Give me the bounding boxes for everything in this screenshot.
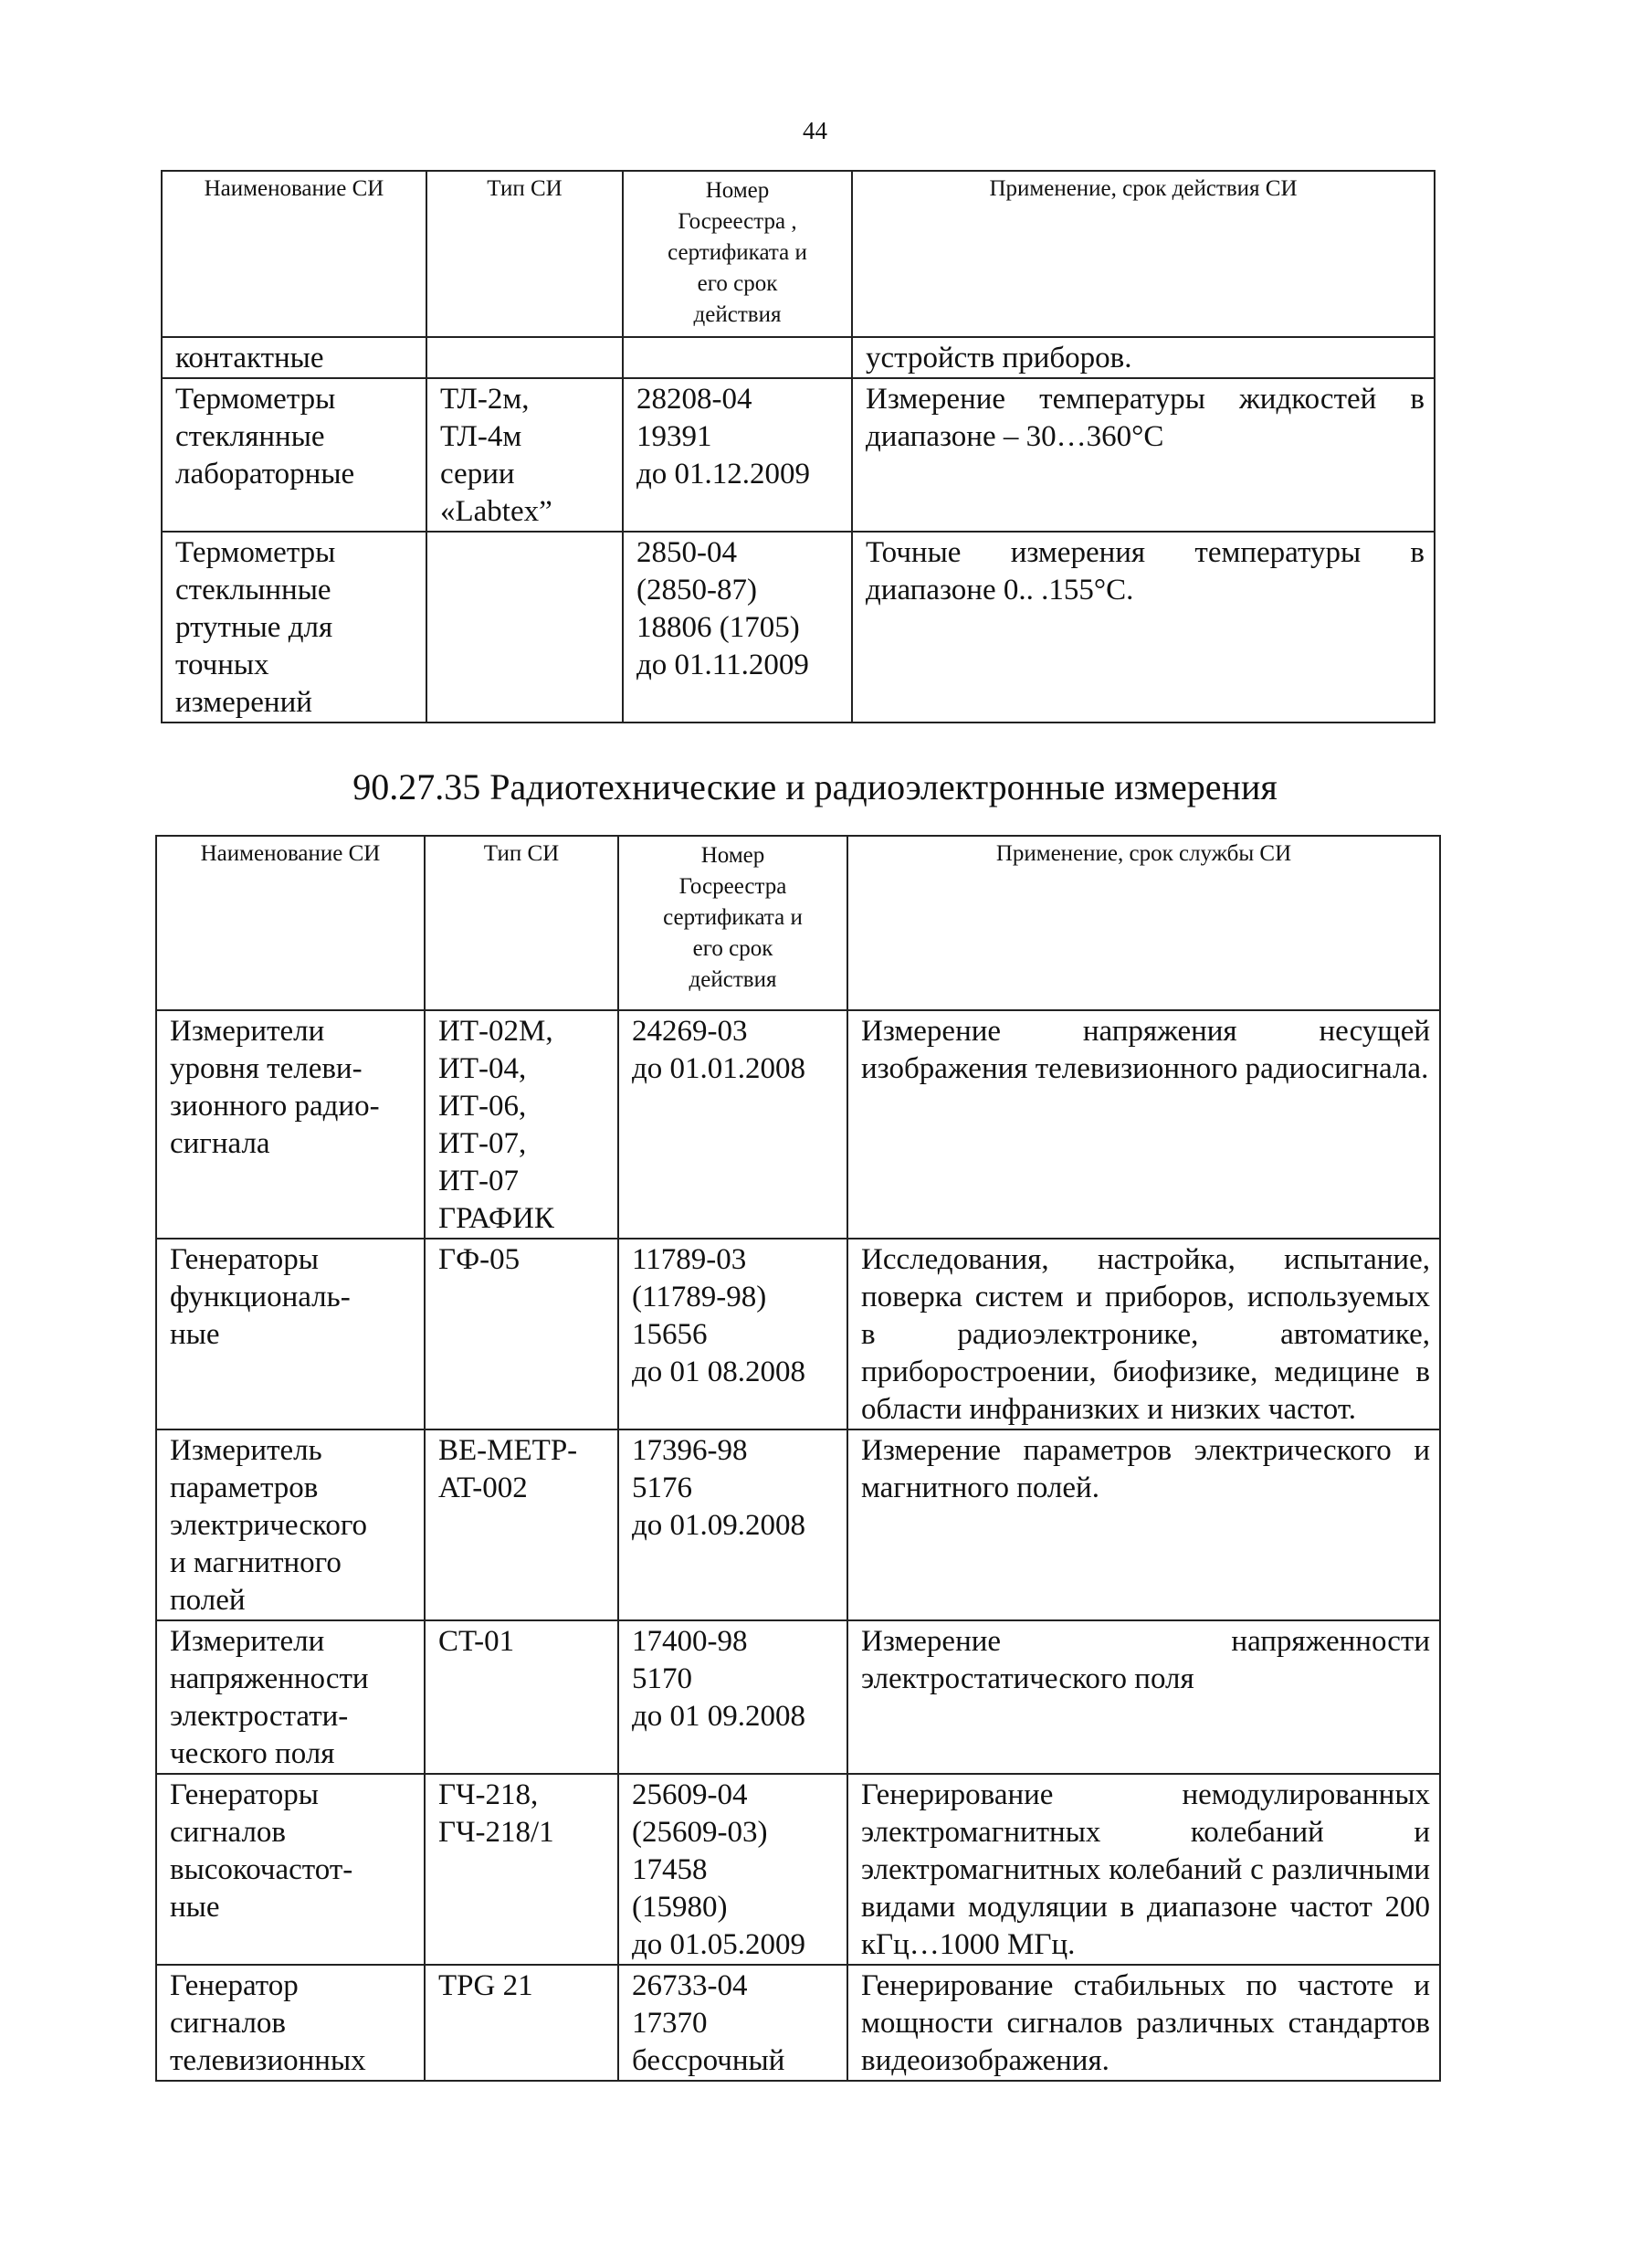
cell-line: ГФ-05 [438, 1243, 521, 1276]
instrument-type-cell [426, 337, 623, 378]
cell-line: ТЛ-2м, [440, 383, 530, 416]
cell-line: BE-METP- [438, 1434, 578, 1467]
cell-line: напряженности [170, 1662, 369, 1695]
cell-line: 25609-04 [632, 1778, 748, 1811]
cell-line: 19391 [636, 420, 712, 453]
instrument-type-cell [425, 1620, 618, 1774]
cell-line: 24269-03 [632, 1015, 748, 1048]
cell-line: ИТ-07, [438, 1127, 527, 1160]
cell-line: сигналов [170, 1816, 286, 1849]
instrument-type-cell [425, 1239, 618, 1429]
cell-line: ные [170, 1318, 220, 1351]
registry-number-cell [618, 1965, 847, 2081]
cell-line: ческого поля [170, 1737, 335, 1770]
registry-number-cell [618, 1620, 847, 1774]
cell-line: уровня телеви- [170, 1052, 363, 1085]
cell-line: ИТ-04, [438, 1052, 527, 1085]
cell-line: CT-01 [438, 1625, 515, 1658]
table-header-row [162, 171, 1435, 337]
table-row [162, 378, 1435, 532]
registry-number-cell [618, 1239, 847, 1429]
instrument-type-cell [426, 532, 623, 723]
instrument-type-cell [425, 1774, 618, 1965]
cell-line: ртутные для [175, 611, 333, 644]
instrument-name-cell [156, 1774, 425, 1965]
cell-line: 11789-03 [632, 1243, 747, 1276]
table-row [156, 1620, 1440, 1774]
cell-line: Измеритель [170, 1434, 322, 1467]
table-row [156, 1429, 1440, 1620]
cell-line: высокочастот- [170, 1853, 353, 1886]
table-row [162, 337, 1435, 378]
cell-line: зионного радио- [170, 1090, 380, 1123]
instrument-name-cell [162, 532, 426, 723]
cell-line: 5170 [632, 1662, 692, 1695]
cell-line: Генераторы [170, 1778, 319, 1811]
cell-line: ГЧ-218/1 [438, 1816, 554, 1849]
cell-line: 17400-98 [632, 1625, 748, 1658]
cell-line: электрического [170, 1509, 368, 1542]
cell-line: функциональ- [170, 1281, 351, 1313]
application-cell: устройств приборов. [852, 337, 1435, 378]
instrument-type-cell [425, 1429, 618, 1620]
cell-line: Измерители [170, 1625, 325, 1658]
cell-line: до 01.01.2008 [632, 1052, 806, 1085]
cell-line: (25609-03) [632, 1816, 768, 1849]
instrument-name-cell [156, 1239, 425, 1429]
cell-line: до 01.12.2009 [636, 458, 811, 491]
cell-line: 28208-04 [636, 383, 752, 416]
header-registry-number: Номер Госреестра , сертификата и его срок действия [623, 171, 852, 337]
cell-line: до 01 08.2008 [632, 1356, 806, 1388]
application-cell: Исследования, настройка, испытание, поверка систем и приборов, используемых в радиоэлектронике, автоматике, приборостроении, биофизике, медицине в области инфранизких и низких частот. [847, 1239, 1440, 1429]
application-cell: Генерирование немодулированных электромагнитных колебаний и электромагнитных колебаний с различными видами модуляции в диапазоне частот 200 кГц…1000 МГц. [847, 1774, 1440, 1965]
cell-line: параметров [170, 1472, 319, 1504]
cell-line: AT-002 [438, 1472, 528, 1504]
cell-line: TPG 21 [438, 1969, 533, 2002]
cell-line: 15656 [632, 1318, 708, 1351]
cell-line: до 01 09.2008 [632, 1700, 806, 1733]
instrument-name-cell [156, 1010, 425, 1239]
table-body [156, 1010, 1440, 2081]
header-application: Применение, срок службы СИ [847, 836, 1440, 1010]
header-application: Применение, срок действия СИ [852, 171, 1435, 337]
cell-line: 2850-04 [636, 536, 737, 569]
application-cell: Измерение параметров электрического и магнитного полей. [847, 1429, 1440, 1620]
cell-line: полей [170, 1584, 246, 1617]
cell-line: до 01.05.2009 [632, 1928, 806, 1961]
registry-number-cell [618, 1010, 847, 1239]
cell-line: ТЛ-4м [440, 420, 522, 453]
registry-number-cell [623, 337, 852, 378]
cell-line: стеклянные [175, 420, 325, 453]
cell-line: электростати- [170, 1700, 349, 1733]
instrument-type-cell [426, 378, 623, 532]
cell-line: измерений [175, 686, 312, 719]
registry-number-cell [623, 532, 852, 723]
cell-line: Генераторы [170, 1243, 319, 1276]
cell-line: ные [170, 1891, 220, 1924]
application-cell: Измерение температуры жидкостей в диапазоне – 30…360°С [852, 378, 1435, 532]
table-row [156, 1774, 1440, 1965]
cell-line: лабораторные [175, 458, 355, 491]
cell-line: сигнала [170, 1127, 270, 1160]
table-row [156, 1965, 1440, 2081]
cell-line: телевизионных [170, 2044, 366, 2077]
cell-line: (2850-87) [636, 574, 757, 607]
measuring-instruments-table-2 [155, 835, 1441, 2082]
cell-line: и магнитного [170, 1546, 342, 1579]
cell-line: 17370 [632, 2007, 708, 2040]
cell-line: контактные [175, 342, 324, 374]
cell-line: Термометры [175, 536, 336, 569]
table-row [156, 1010, 1440, 1239]
instrument-name-cell [156, 1429, 425, 1620]
instrument-name-cell [162, 378, 426, 532]
instrument-type-cell [425, 1965, 618, 2081]
cell-line: ГЧ-218, [438, 1778, 539, 1811]
application-cell: Измерение напряжения несущей изображения телевизионного радиосигнала. [847, 1010, 1440, 1239]
header-type: Тип СИ [426, 171, 623, 337]
cell-line: 17458 [632, 1853, 708, 1886]
cell-line: «Labtex” [440, 495, 552, 528]
instrument-type-cell [425, 1010, 618, 1239]
table-body [162, 337, 1435, 723]
table-header-row [156, 836, 1440, 1010]
cell-line: серии [440, 458, 515, 491]
cell-line: сигналов [170, 2007, 286, 2040]
cell-line: до 01.09.2008 [632, 1509, 806, 1542]
cell-line: 26733-04 [632, 1969, 748, 2002]
cell-line: Генератор [170, 1969, 299, 2002]
cell-line: точных [175, 649, 269, 681]
header-type: Тип СИ [425, 836, 618, 1010]
section-title: 90.27.35 Радиотехнические и радиоэлектронные измерения [352, 766, 1278, 807]
instrument-name-cell [162, 337, 426, 378]
page-number: 44 [803, 117, 827, 144]
cell-line: 5176 [632, 1472, 692, 1504]
instrument-name-cell [156, 1620, 425, 1774]
cell-line: (11789-98) [632, 1281, 767, 1313]
table-row [156, 1239, 1440, 1429]
cell-line: 18806 (1705) [636, 611, 800, 644]
cell-line: стеклынные [175, 574, 331, 607]
registry-number-cell [618, 1774, 847, 1965]
application-cell: Измерение напряженности электростатического поля [847, 1620, 1440, 1774]
registry-number-cell [623, 378, 852, 532]
cell-line: ИТ-06, [438, 1090, 527, 1123]
instrument-name-cell [156, 1965, 425, 2081]
cell-line: ГРАФИК [438, 1202, 554, 1235]
cell-line: Измерители [170, 1015, 325, 1048]
cell-line: ИТ-02М, [438, 1015, 553, 1048]
table-row [162, 532, 1435, 723]
measuring-instruments-table-1 [161, 170, 1435, 723]
cell-line: 17396-98 [632, 1434, 748, 1467]
cell-line: Термометры [175, 383, 336, 416]
cell-line: (15980) [632, 1891, 728, 1924]
registry-number-cell [618, 1429, 847, 1620]
cell-line: ИТ-07 [438, 1165, 519, 1197]
header-registry-number: Номер Госреестра сертификата и его срок действия [618, 836, 847, 1010]
header-name: Наименование СИ [156, 836, 425, 1010]
application-cell: Генерирование стабильных по частоте и мощности сигналов различных стандартов видеоизображения. [847, 1965, 1440, 2081]
header-name: Наименование СИ [162, 171, 426, 337]
application-cell: Точные измерения температуры в диапазоне 0.. .155°С. [852, 532, 1435, 723]
cell-line: до 01.11.2009 [636, 649, 809, 681]
cell-line: бессрочный [632, 2044, 785, 2077]
